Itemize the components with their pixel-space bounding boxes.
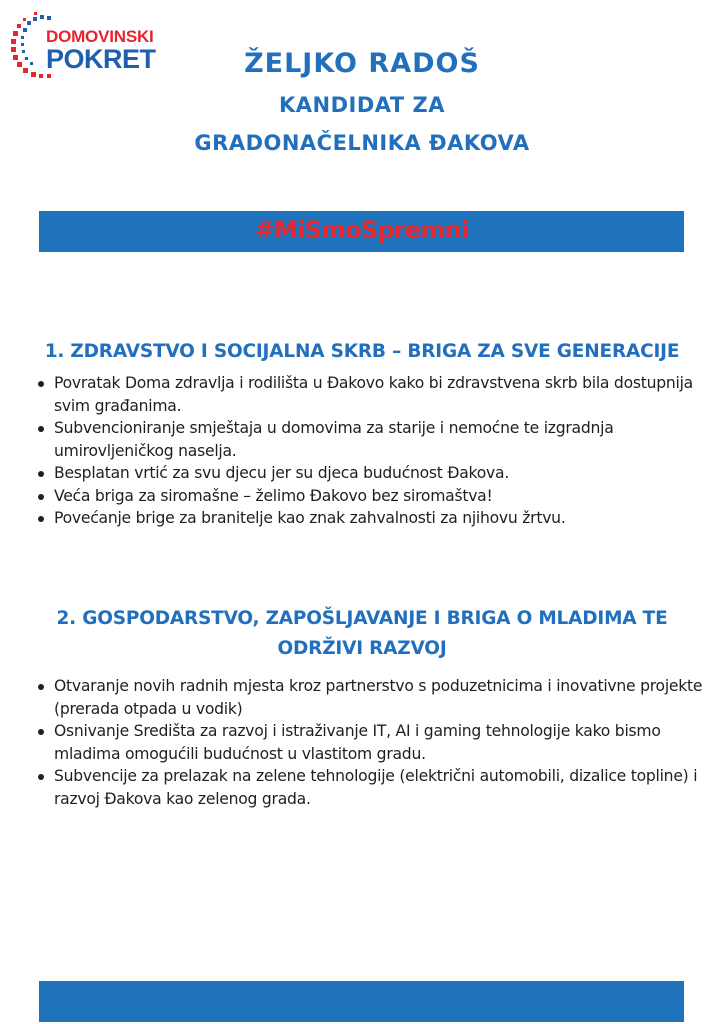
list-item (36, 765, 716, 810)
candidate-subtitle-2: GRADONAČELNIKA ĐAKOVA (194, 131, 530, 155)
list-item-text: Subvencije za prelazak na zelene tehnologije (električni automobili, dizalice topline) i razvoj Đakova kao zelenog grada. (54, 767, 698, 808)
bullet-icon (38, 494, 44, 500)
bullet-icon (38, 684, 44, 690)
section-heading-economy: 2. GOSPODARSTVO, ZAPOŠLJAVANJE I BRIGA O MLADIMA TE ODRŽIVI RAZVOJ (56, 608, 668, 659)
list-item (36, 485, 716, 508)
list-item-text: Povratak Doma zdravlja i rodilišta u Đakovo kako bi zdravstvena skrb bila dostupnija svim građanima. (54, 374, 693, 415)
list-item (36, 372, 716, 417)
list-item-text: Povećanje brige za branitelje kao znak zahvalnosti za njihovu žrtvu. (54, 509, 566, 527)
bullet-icon (38, 381, 44, 387)
list-item (36, 417, 716, 462)
section-list-economy (36, 675, 716, 810)
list-item-text: Osnivanje Središta za razvoj i istraživanje IT, AI i gaming tehnologije kako bismo mladima omogućili budućnost u vlastitom gradu. (54, 722, 661, 763)
logo-line-2: POKRET (46, 44, 156, 74)
hashtag-text: #MiSmoSpremni (254, 216, 469, 244)
section-heading-health: 1. ZDRAVSTVO I SOCIJALNA SKRB – BRIGA ZA SVE GENERACIJE (44, 341, 680, 362)
bullet-icon (38, 729, 44, 735)
list-item-text: Besplatan vrtić za svu djecu jer su djeca budućnost Đakova. (54, 464, 510, 482)
list-item (36, 462, 716, 485)
list-item-text: Veća briga za siromašne – želimo Đakovo bez siromaštva! (54, 486, 493, 505)
list-item (36, 675, 716, 720)
bullet-icon (38, 426, 44, 432)
section-list-health (36, 372, 716, 530)
list-item (36, 720, 716, 765)
candidate-name: ŽELJKO RADOŠ (244, 48, 480, 79)
bullet-icon (38, 516, 44, 522)
logo-line-1: DOMOVINSKI (46, 27, 154, 46)
list-item-text: Subvencioniranje smještaja u domovima za starije i nemoćne te izgradnja umirovljeničkog naselja. (54, 419, 614, 460)
candidate-subtitle-1: KANDIDAT ZA (278, 93, 445, 117)
hashtag-banner (39, 211, 684, 252)
bullet-icon (38, 774, 44, 780)
footer-bar (39, 981, 684, 1022)
list-item (36, 507, 716, 530)
list-item-text: Otvaranje novih radnih mjesta kroz partnerstvo s poduzetnicima i inovativne projekte (prerada otpada u vodik) (54, 677, 703, 718)
bullet-icon (38, 471, 44, 477)
